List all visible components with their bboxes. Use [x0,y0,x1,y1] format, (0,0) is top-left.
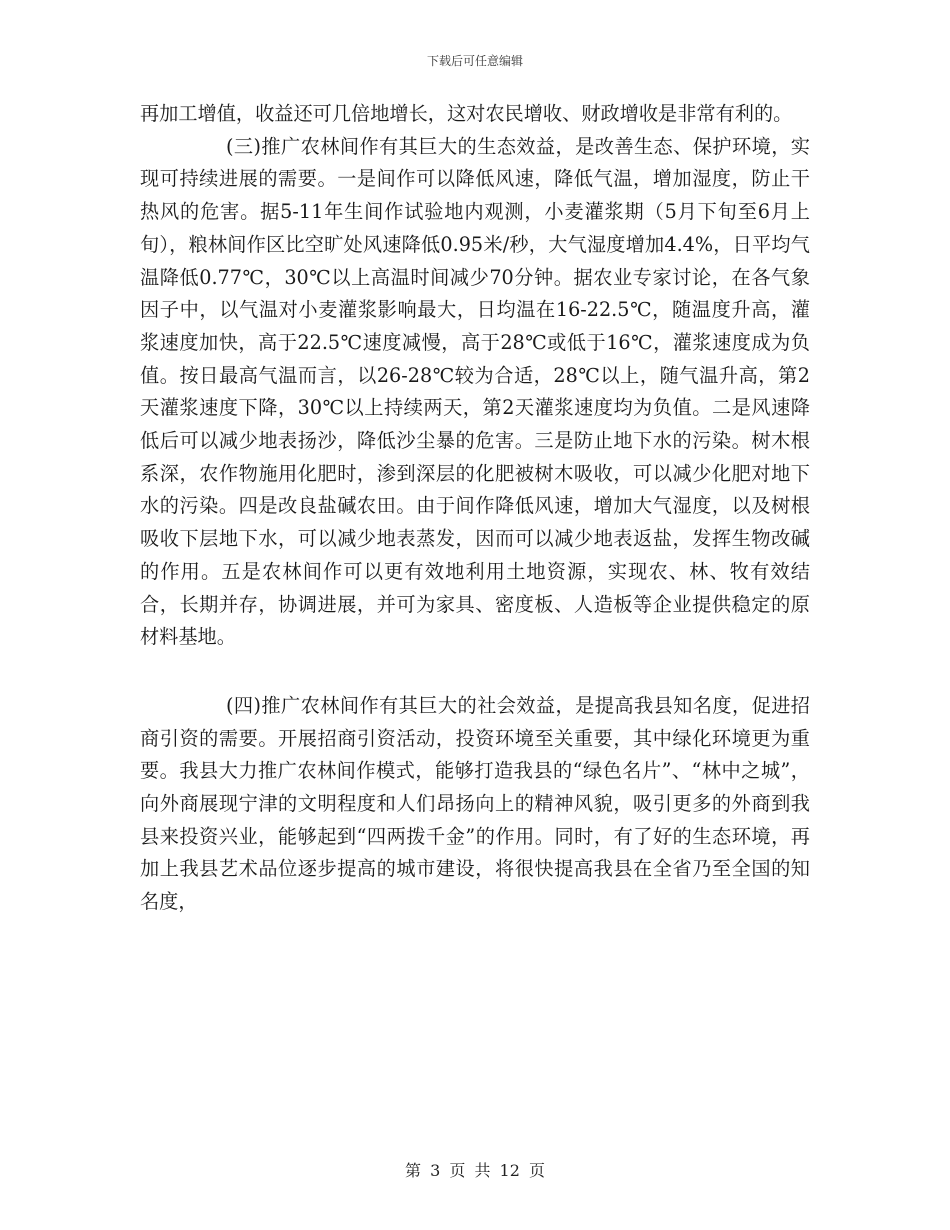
document-body [140,98,810,919]
paragraph-ecological-benefit: (三)推广农林间作有其巨大的生态效益，是改善生态、保护环境，实现可持续进展的需要。一是间作可以降低风速，降低气温，增加湿度，防止干热风的危害。据5-11年生间作试验地内观测，小麦灌浆期（5月下旬至6月上旬），粮林间作区比空旷处风速降低0.95米/秒，大气湿度增加4.4%，日平均气温降低0.77℃，30℃以上高温时间减少70分钟。据农业专家讨论，在各气象因子中，以气温对小麦灌浆影响最大，日均温在16-22.5℃，随温度升高，灌浆速度加快，高于22.5℃速度减慢，高于28℃或低于16℃，灌浆速度成为负值。按日最高气温而言，以26-28℃较为合适，28℃以上，随气温升高，第2天灌浆速度下降，30℃以上持续两天，第2天灌浆速度均为负值。二是风速降低后可以减少地表扬沙，降低沙尘暴的危害。三是防止地下水的污染。树木根系深，农作物施用化肥时，渗到深层的化肥被树木吸收，可以减少化肥对地下水的污染。四是改良盐碱农田。由于间作降低风速，增加大气湿度，以及树根吸收下层地下水，可以减少地表蒸发，因而可以减少地表返盐，发挥生物改碱的作用。五是农林间作可以更有效地利用土地资源，实现农、林、牧有效结合，长期并存，协调进展，并可为家具、密度板、人造板等企业提供稳定的原材料基地。 [140,134,810,649]
page-footer: 第 3 页 共 12 页 [405,1161,545,1180]
paragraph-gap [140,654,810,690]
paragraph-social-benefit: (四)推广农林间作有其巨大的社会效益，是提高我县知名度，促进招商引资的需要。开展招商引资活动，投资环境至关重要，其中绿化环境更为重要。我县大力推广农林间作模式，能够打造我县的“绿色名片”、“林中之城”，向外商展现宁津的文明程度和人们昂扬向上的精神风貌，吸引更多的外商到我县来投资兴业，能够起到“四两拨千金”的作用。同时，有了好的生态环境，再加上我县艺术品位逐步提高的城市建设，将很快提高我县在全省乃至全国的知名度， [140,693,810,914]
page-header: 下载后可任意编辑 [426,54,523,68]
paragraph-continuation: 再加工增值，收益还可几倍地增长，这对农民增收、财政增收是非常有利的。 [140,102,793,125]
